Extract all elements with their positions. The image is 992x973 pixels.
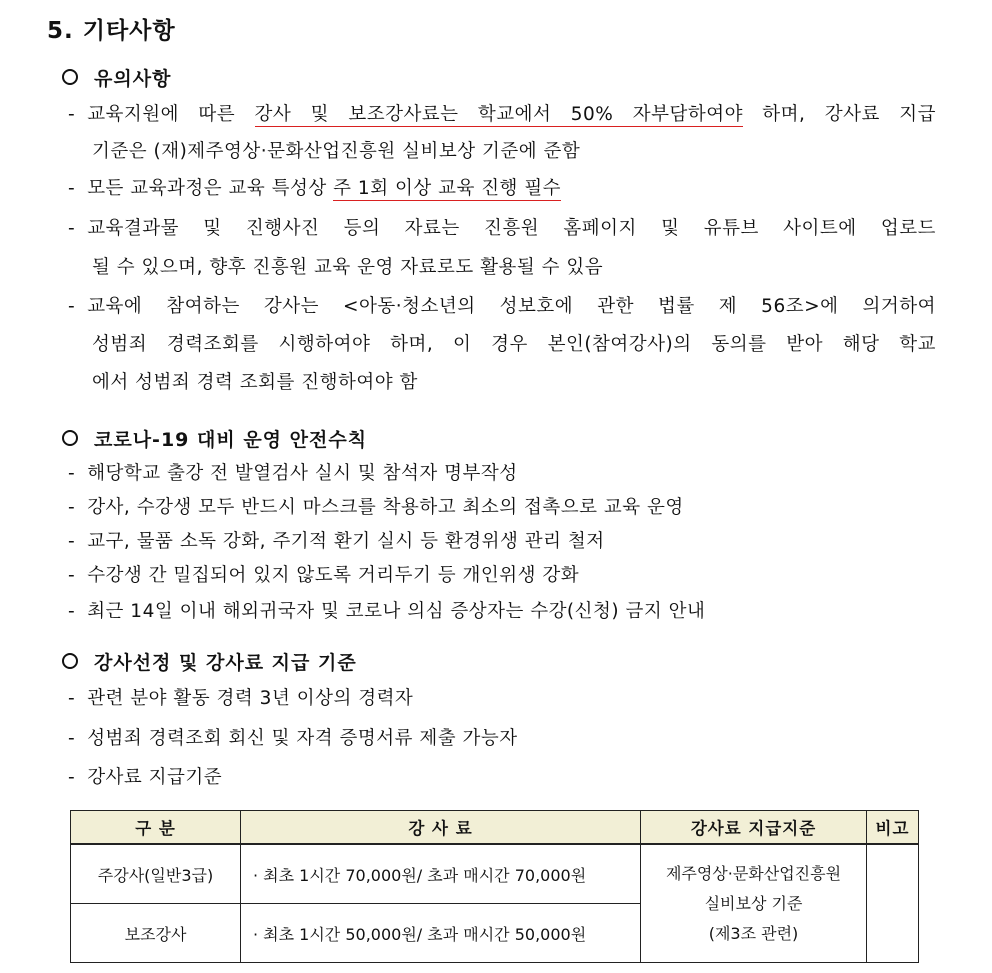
selection-item-text: 성범죄 경력조회 회신 및 자격 증명서류 제출 가능자 xyxy=(87,728,518,749)
covid-item xyxy=(68,493,684,519)
covid-item xyxy=(68,527,605,553)
covid-item xyxy=(68,561,579,587)
notes-item-3-text: 교육결과물 및 진행사진 등의 자료는 진흥원 홈페이지 및 유튜브 사이트에 업로드 xyxy=(87,218,936,239)
notes-item-4-line-1 xyxy=(68,292,936,318)
covid-item-text: 교구, 물품 소독 강화, 주기적 환기 실시 등 환경위생 관리 철저 xyxy=(87,531,605,552)
dash-icon: - xyxy=(68,688,76,709)
dash-icon: - xyxy=(68,565,76,586)
notes-item-2-text: 모든 교육과정은 교육 특성상 xyxy=(87,178,334,199)
selection-item-text: 강사료 지급기준 xyxy=(87,767,223,788)
row-fee: · 최초 1시간 70,000원/ 초과 매시간 70,000원 xyxy=(241,844,641,904)
selection-item xyxy=(68,684,413,710)
notes-item-1-underlined: 강사 및 보조강사료는 학교에서 50% 자부담하여야 xyxy=(254,104,743,125)
standard-line: 제주영상·문화산업진흥원 xyxy=(665,863,842,883)
dash-icon: - xyxy=(68,497,76,518)
notes-item-3-line-2: 될 수 있으며, 향후 진흥원 교육 운영 자료로도 활용될 수 있음 xyxy=(92,257,604,278)
dash-icon: - xyxy=(68,601,76,622)
header-category: 구 분 xyxy=(71,811,241,845)
covid-item-text: 수강생 간 밀집되어 있지 않도록 거리두기 등 개인위생 강화 xyxy=(87,565,580,586)
notes-item-1-line-1 xyxy=(68,100,936,126)
dash-icon: - xyxy=(68,218,76,239)
standard-line: 실비보상 기준 xyxy=(704,893,803,913)
notes-item-4-text: 교육에 참여하는 강사는 <아동·청소년의 성보호에 관한 법률 제 56조>에 의거하여 xyxy=(87,296,936,317)
fee-table xyxy=(70,810,919,963)
notes-item-4-line-2: 성범죄 경력조회를 시행하여야 하며, 이 경우 본인(참여강사)의 동의를 받아 해당 학교 xyxy=(92,334,936,355)
section-title: 5. 기타사항 xyxy=(47,18,176,44)
dash-icon: - xyxy=(68,296,76,317)
dash-icon: - xyxy=(68,531,76,552)
circle-bullet-icon xyxy=(62,430,78,446)
circle-bullet-icon xyxy=(62,653,78,669)
selection-title: 강사선정 및 강사료 지급 기준 xyxy=(94,652,357,674)
notes-item-1-text-b: 하며, 강사료 지급 xyxy=(742,104,936,125)
covid-item-text: 최근 14일 이내 해외귀국자 및 코로나 의심 증상자는 수강(신청) 금지 안내 xyxy=(87,601,706,622)
covid-item xyxy=(68,459,518,485)
selection-item xyxy=(68,763,222,789)
notes-item-1-line-2: 기준은 (재)제주영상·문화산업진흥원 실비보상 기준에 준함 xyxy=(92,141,581,162)
standard-cell xyxy=(641,844,867,963)
row-fee: · 최초 1시간 50,000원/ 초과 매시간 50,000원 xyxy=(241,904,641,963)
covid-item-text: 강사, 수강생 모두 반드시 마스크를 착용하고 최소의 접촉으로 교육 운영 xyxy=(87,497,684,518)
row-category: 보조강사 xyxy=(71,904,241,963)
notes-item-2-underlined: 주 1회 이상 교육 진행 필수 xyxy=(333,178,562,199)
notes-title: 유의사항 xyxy=(94,68,172,90)
notes-item-4-line-3: 에서 성범죄 경력 조회를 진행하여야 함 xyxy=(92,372,418,393)
standard-line: (제3조 관련) xyxy=(708,923,799,943)
header-note: 비고 xyxy=(867,811,919,845)
dash-icon: - xyxy=(68,104,76,125)
notes-heading xyxy=(62,64,171,91)
covid-item xyxy=(68,597,705,623)
covid-item-text: 해당학교 출강 전 발열검사 실시 및 참석자 명부작성 xyxy=(87,463,518,484)
circle-bullet-icon xyxy=(62,69,78,85)
dash-icon: - xyxy=(68,728,76,749)
selection-item xyxy=(68,724,518,750)
row-category: 주강사(일반3급) xyxy=(71,844,241,904)
covid-heading xyxy=(62,425,367,452)
dash-icon: - xyxy=(68,463,76,484)
note-cell xyxy=(867,844,919,963)
header-standard: 강사료 지급지준 xyxy=(641,811,867,845)
notes-item-2 xyxy=(68,174,561,200)
covid-title: 코로나-19 대비 운영 안전수칙 xyxy=(94,429,368,451)
table-row xyxy=(71,844,919,904)
dash-icon: - xyxy=(68,767,76,788)
notes-item-1-text-a: 교육지원에 따른 xyxy=(87,104,255,125)
notes-item-3-line-1 xyxy=(68,214,936,240)
fee-table-header-row xyxy=(71,811,919,845)
header-fee: 강 사 료 xyxy=(241,811,641,845)
dash-icon: - xyxy=(68,178,76,199)
selection-item-text: 관련 분야 활동 경력 3년 이상의 경력자 xyxy=(87,688,414,709)
selection-heading xyxy=(62,648,357,675)
